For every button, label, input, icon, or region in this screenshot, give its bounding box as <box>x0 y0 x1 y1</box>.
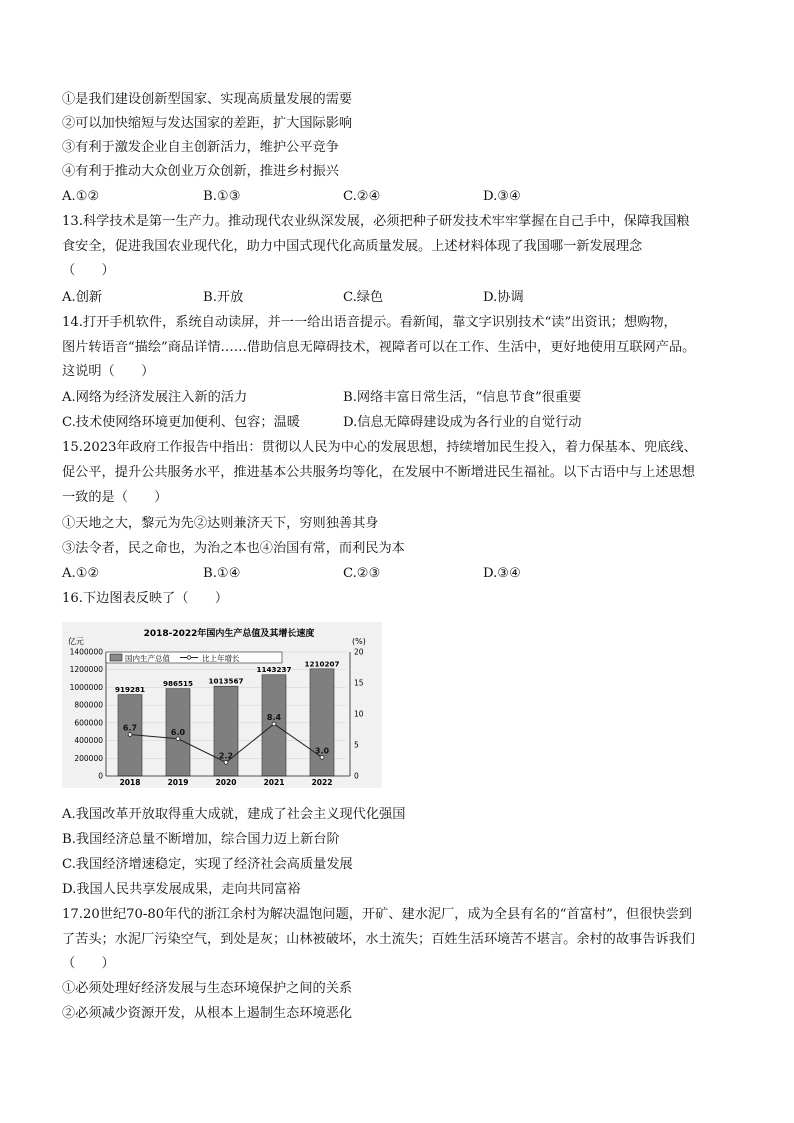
left-axis-tick-label: 1200000 <box>69 665 103 675</box>
q15-stem-line-2: 促公平，提升公共服务水平，推进基本公共服务均等化，在发展中不断增进民生福祉。以下古语中与上述思想 <box>62 465 695 480</box>
gdp-chart <box>62 622 382 788</box>
left-axis-tick-label: 400000 <box>74 736 103 746</box>
x-axis-tick-label: 2022 <box>311 778 333 787</box>
q14-stem-line-2: 图片转语音“描绘”商品详情……借助信息无障碍技术，视障者可以在工作、生活中，更好地使用互联网产品。 <box>62 340 696 355</box>
growth-point <box>176 737 180 741</box>
q12-statement-2: ②可以加快缩短与发达国家的差距，扩大国际影响 <box>62 116 353 131</box>
q14-option-d[interactable]: D.信息无障碍建设成为各行业的自觉行动 <box>343 415 582 430</box>
q13-option-b[interactable]: B.开放 <box>203 290 244 305</box>
right-axis-tick-label: 15 <box>354 678 364 688</box>
legend-line-marker <box>187 656 191 660</box>
gdp-bar-value-label: 1013567 <box>208 676 244 686</box>
q12-statement-1: ①是我们建设创新型国家、实现高质量发展的需要 <box>62 92 353 107</box>
q16-option-a[interactable]: A.我国改革开放取得重大成就，建成了社会主义现代化强国 <box>62 807 406 822</box>
q17-statement-1: ①必须处理好经济发展与生态环境保护之间的关系 <box>62 981 353 996</box>
q14-option-a[interactable]: A.网络为经济发展注入新的活力 <box>62 390 248 405</box>
left-axis-tick-label: 1400000 <box>69 647 103 657</box>
x-axis-tick-label: 2018 <box>119 778 141 787</box>
growth-value-label: 3.0 <box>314 746 330 756</box>
legend-bar-label: 国内生产总值 <box>125 654 170 663</box>
q12-option-d[interactable]: D.③④ <box>483 189 521 204</box>
q17-stem-line-2: 了苦头；水泥厂污染空气，到处是灰；山林被破坏，水土流失；百姓生活环境苦不堪言。余村的故事告诉我们 <box>62 932 695 947</box>
q14-option-b[interactable]: B.网络丰富日常生活，“信息节食”很重要 <box>343 390 582 405</box>
q14-stem-line-3: 这说明（ ） <box>62 364 155 379</box>
gdp-bar-value-label: 919281 <box>114 685 146 695</box>
q13-option-c[interactable]: C.绿色 <box>343 290 384 305</box>
left-axis-unit: 亿元 <box>68 637 84 646</box>
q16-option-d[interactable]: D.我国人民共享发展成果，走向共同富裕 <box>62 882 301 897</box>
left-axis-tick-label: 600000 <box>74 718 103 728</box>
q13-option-d[interactable]: D.协调 <box>483 290 524 305</box>
growth-value-label: 8.4 <box>266 712 282 722</box>
growth-value-label: 2.2 <box>218 751 234 761</box>
chart-title: 2018-2022年国内生产总值及其增长速度 <box>143 629 315 639</box>
left-axis-tick-label: 200000 <box>74 753 103 763</box>
right-axis-tick-label: 10 <box>354 709 364 719</box>
q13-option-a[interactable]: A.创新 <box>62 290 103 305</box>
q12-statement-4: ④有利于推动大众创业万众创新，推进乡村振兴 <box>62 164 339 179</box>
q15-statements-3-4: ③法令者，民之命也，为治之本也④治国有常，而利民为本 <box>62 541 405 556</box>
q14-stem-line-1: 14.打开手机软件，系统自动读屏，并一一给出语音提示。看新闻，靠文字识别技术“读”出资讯；想购物， <box>62 315 677 330</box>
gdp-bar <box>310 669 334 776</box>
q14-option-c[interactable]: C.技术使网络环境更加便利、包容；温暖 <box>62 415 300 430</box>
q16-option-c[interactable]: C.我国经济增速稳定，实现了经济社会高质量发展 <box>62 857 353 872</box>
right-axis-tick-label: 0 <box>354 771 359 781</box>
x-axis-tick-label: 2021 <box>263 778 285 787</box>
q15-statements-1-2: ①天地之大，黎元为先②达则兼济天下，穷则独善其身 <box>62 516 379 531</box>
x-axis-tick-label: 2020 <box>215 778 237 787</box>
growth-point <box>224 760 228 764</box>
q15-option-c[interactable]: C.②③ <box>343 566 381 581</box>
q15-option-b[interactable]: B.①④ <box>203 566 241 581</box>
left-axis-tick-label: 1000000 <box>69 682 103 692</box>
q13-stem-line-3: （ ） <box>62 263 115 278</box>
q15-stem-line-1: 15.2023年政府工作报告中指出：贯彻以人民为中心的发展思想，持续增加民生投入，着力保基本、兜底线、 <box>62 440 697 455</box>
q17-statement-2: ②必须减少资源开发，从根本上遏制生态环境恶化 <box>62 1006 353 1021</box>
q15-stem-line-3: 一致的是（ ） <box>62 490 168 505</box>
right-axis-tick-label: 20 <box>354 647 364 657</box>
gdp-bar-value-label: 1210207 <box>304 659 340 669</box>
gdp-bar-value-label: 1143237 <box>256 665 292 675</box>
q16-option-b[interactable]: B.我国经济总量不断增加，综合国力迈上新台阶 <box>62 832 340 847</box>
growth-value-label: 6.0 <box>170 727 186 737</box>
q12-option-b[interactable]: B.①③ <box>203 189 241 204</box>
growth-value-label: 6.7 <box>122 723 138 733</box>
q12-option-c[interactable]: C.②④ <box>343 189 381 204</box>
x-axis-tick-label: 2019 <box>167 778 189 787</box>
q16-stem-line-1: 16.下边图表反映了（ ） <box>62 591 229 606</box>
gdp-bar-value-label: 986515 <box>162 679 194 689</box>
growth-point <box>272 722 276 726</box>
right-axis-unit: (%) <box>352 637 366 646</box>
growth-point <box>320 756 324 760</box>
q17-stem-line-1: 17.20世纪70-80年代的浙江余村为解决温饱问题，开矿、建水泥厂，成为全县有名的“首富村”，但很快尝到 <box>62 907 692 922</box>
q12-statement-3: ③有利于激发企业自主创新活力，维护公平竞争 <box>62 140 339 155</box>
q12-option-a[interactable]: A.①② <box>62 189 100 204</box>
q13-stem-line-1: 13.科学技术是第一生产力。推动现代农业纵深发展，必须把种子研发技术牢牢掌握在自己手中，保障我国粮 <box>62 214 690 229</box>
q17-stem-line-3: （ ） <box>62 956 115 971</box>
left-axis-tick-label: 0 <box>98 771 103 781</box>
q15-option-d[interactable]: D.③④ <box>483 566 521 581</box>
legend-line-label: 比上年增长 <box>202 654 240 663</box>
growth-point <box>128 733 132 737</box>
q15-option-a[interactable]: A.①② <box>62 566 100 581</box>
q13-stem-line-2: 食安全，促进我国农业现代化，助力中国式现代化高质量发展。上述材料体现了我国哪一新发展理念 <box>62 239 643 254</box>
left-axis-tick-label: 800000 <box>74 700 103 710</box>
right-axis-tick-label: 5 <box>354 740 359 750</box>
legend-bar-swatch <box>110 654 122 661</box>
